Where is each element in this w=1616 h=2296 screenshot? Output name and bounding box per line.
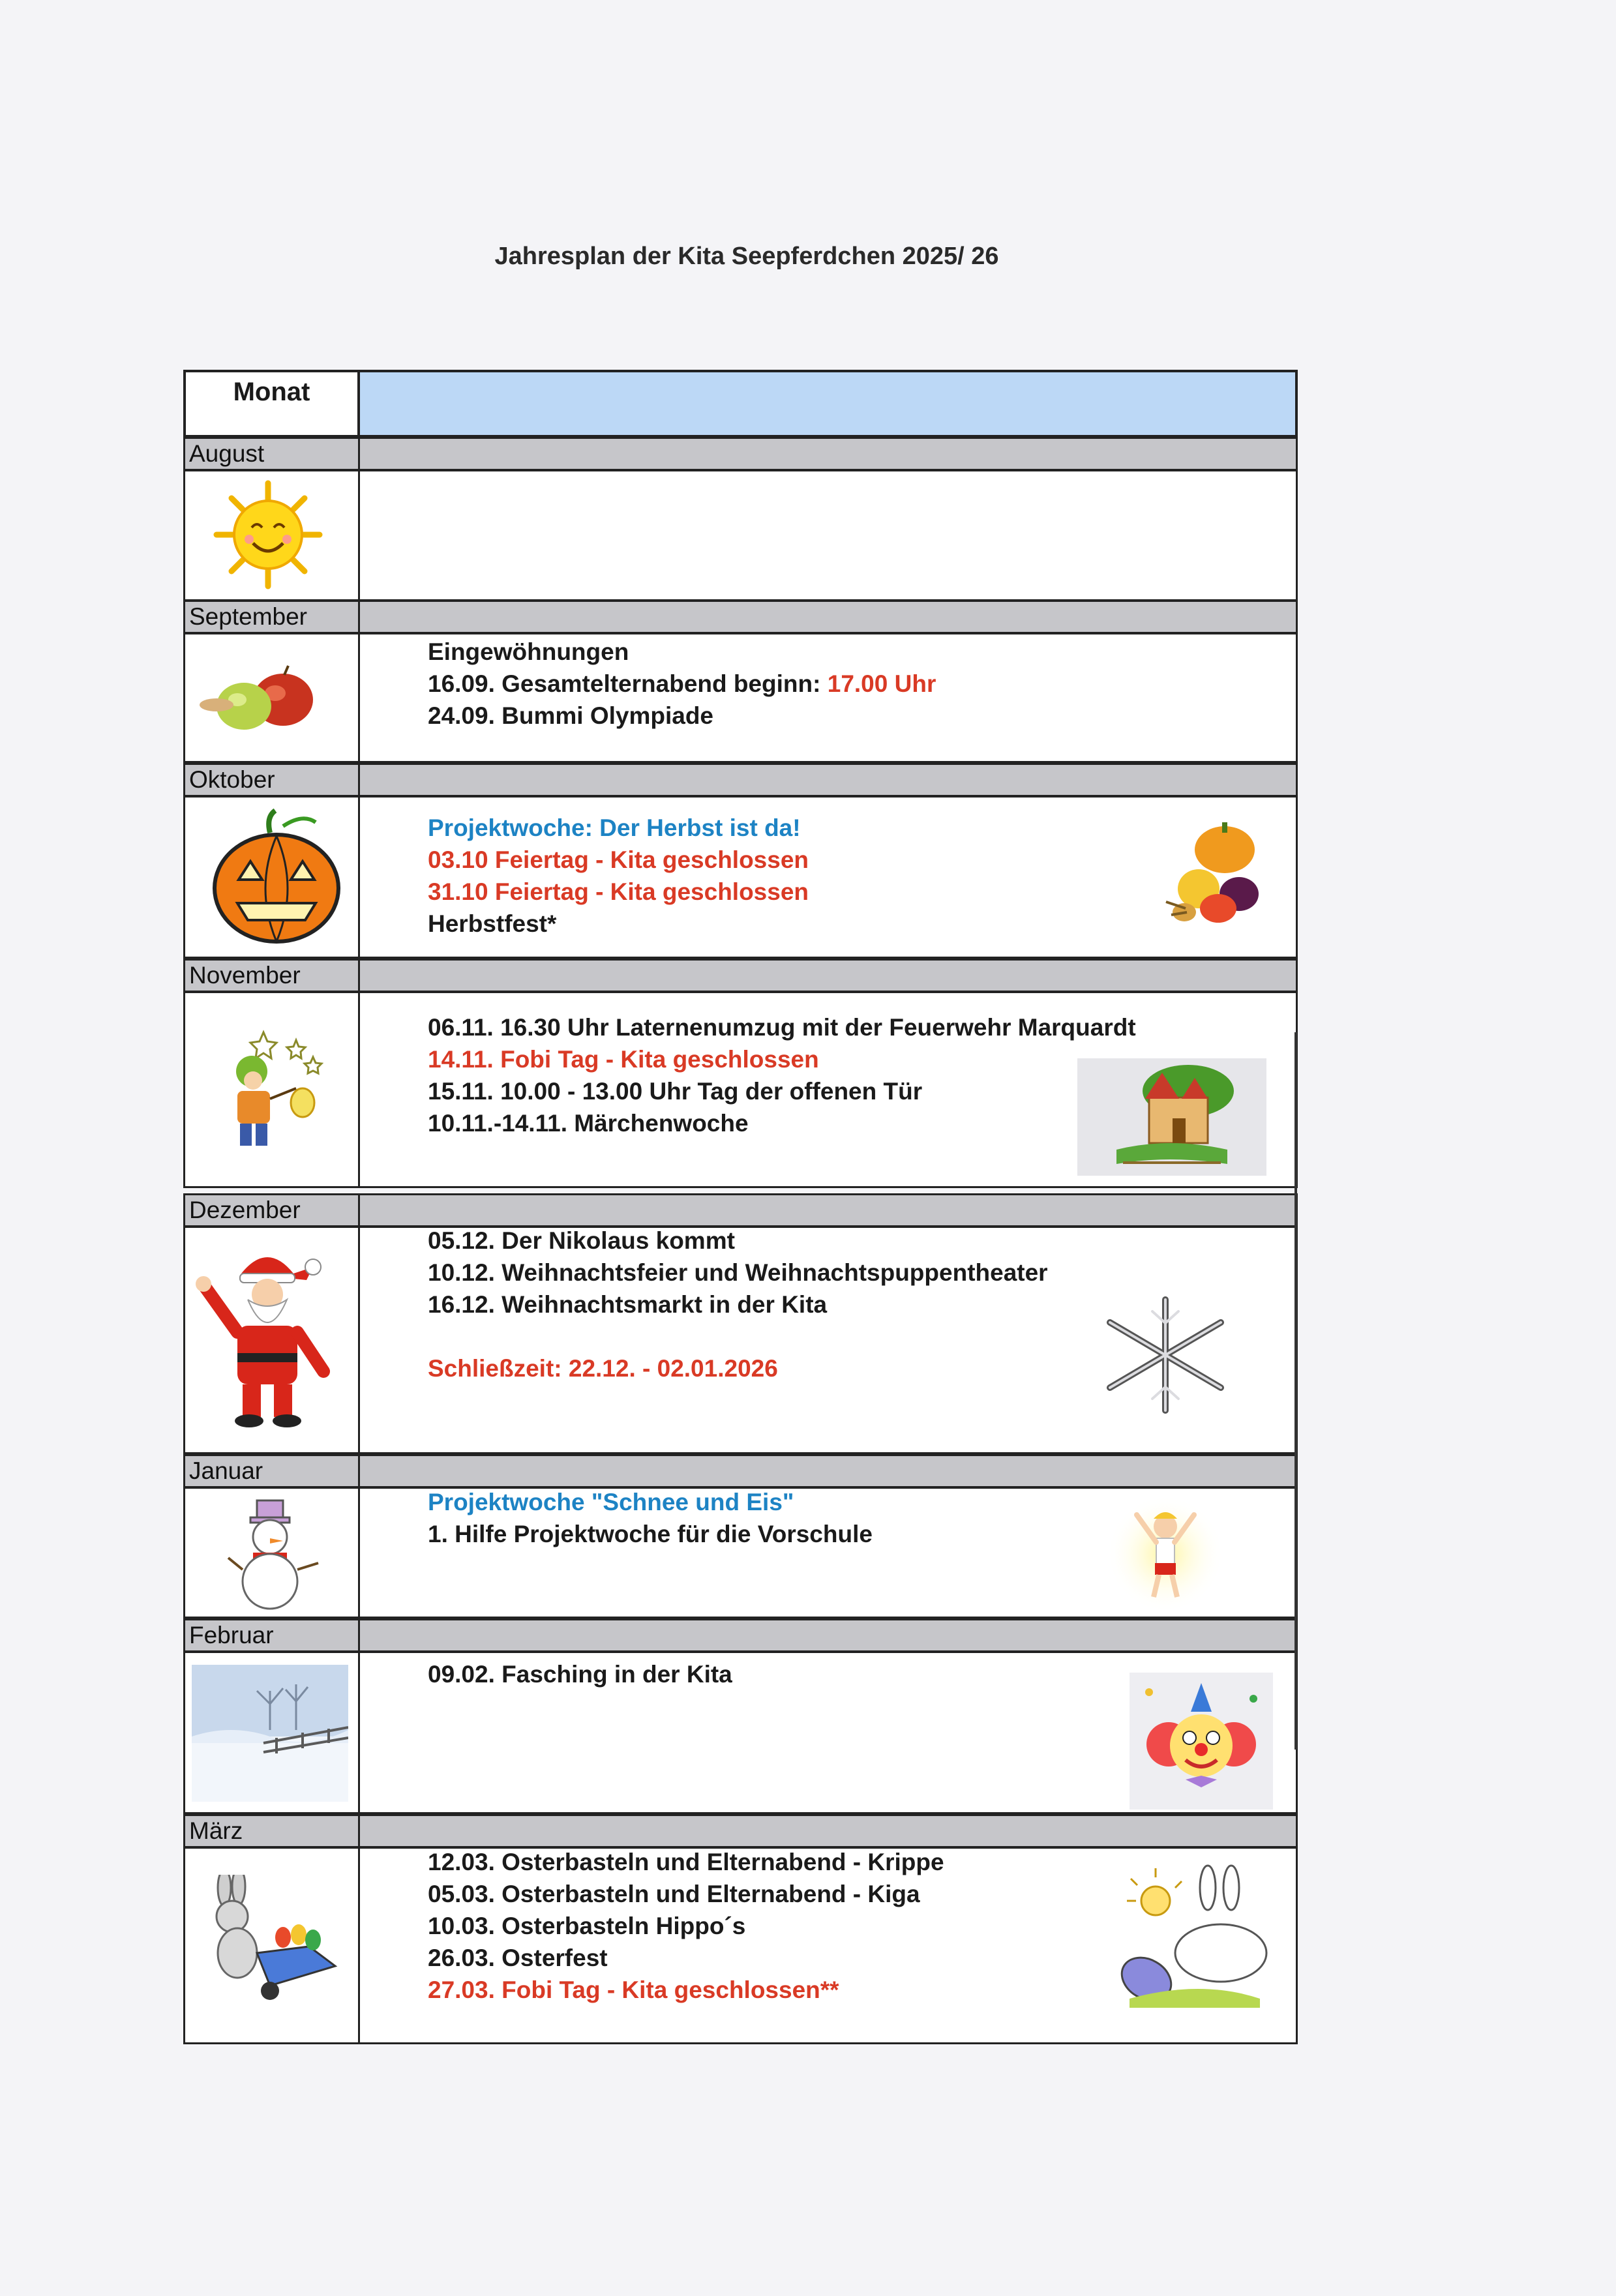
entry: 10.12. Weihnachtsfeier und Weihnachtspuppentheater	[428, 1259, 1048, 1286]
snowflake-icon	[1090, 1293, 1240, 1417]
header-content-cell	[357, 370, 1298, 438]
entry: Projektwoche: Der Herbst ist da!	[428, 814, 801, 841]
entry: 1. Hilfe Projektwoche für die Vorschule	[428, 1521, 873, 1547]
easter-bunny-egg-icon	[1110, 1862, 1279, 2025]
entry: Eingewöhnungen	[428, 638, 629, 665]
apples-icon	[198, 661, 329, 739]
month-bar-august	[358, 437, 1298, 471]
entry	[428, 1320, 1048, 1352]
entry: 05.12. Der Nikolaus kommt	[428, 1227, 735, 1254]
vertical-rule	[1294, 1032, 1297, 1750]
entry: Schließzeit: 22.12. - 02.01.2026	[428, 1355, 778, 1382]
entry: 27.03. Fobi Tag - Kita geschlossen**	[428, 1976, 839, 2003]
content-cell-maerz	[358, 1847, 1298, 2044]
image-cell-dezember	[183, 1226, 360, 1454]
image-cell-november	[183, 991, 360, 1188]
month-bar-februar	[358, 1618, 1298, 1652]
entry: 06.11. 16.30 Uhr Laternenumzug mit der Feuerwehr Marquardt	[428, 1014, 1136, 1041]
month-bar-maerz	[358, 1814, 1298, 1848]
entry: 15.11. 10.00 - 13.00 Uhr Tag der offenen Tür	[428, 1078, 923, 1105]
easter-bunny-wheelbarrow-icon	[198, 1875, 348, 2005]
month-bar-januar	[358, 1454, 1298, 1488]
month-label-september: September	[183, 600, 360, 634]
entry: 09.02. Fasching in der Kita	[428, 1661, 732, 1688]
header-month-cell	[183, 370, 360, 438]
entry: 03.10 Feiertag - Kita geschlossen	[428, 846, 809, 873]
entry: Projektwoche "Schnee und Eis"	[428, 1489, 794, 1515]
image-cell-februar	[183, 1651, 360, 1814]
entry: 16.09. Gesamtelternabend beginn: 17.00 Uhr	[428, 670, 936, 697]
entry: 26.03. Osterfest	[428, 1945, 608, 1971]
pumpkin-icon	[205, 807, 348, 950]
month-bar-oktober	[358, 763, 1298, 797]
entry: 24.09. Bummi Olympiade	[428, 702, 714, 729]
image-cell-januar	[183, 1487, 360, 1618]
month-label-maerz: März	[183, 1814, 360, 1848]
month-bar-november	[358, 959, 1298, 992]
clown-icon	[1130, 1673, 1273, 1810]
jumping-child-icon	[1094, 1495, 1237, 1613]
entries-januar	[428, 1486, 873, 1550]
entry: 12.03. Osterbasteln und Elternabend - Krippe	[428, 1849, 944, 1875]
lantern-child-icon	[211, 1026, 342, 1163]
month-label-november: November	[183, 959, 360, 992]
image-cell-september	[183, 633, 360, 763]
entry: 14.11. Fobi Tag - Kita geschlossen	[428, 1046, 819, 1073]
entry: 16.12. Weihnachtsmarkt in der Kita	[428, 1291, 828, 1318]
entry: 31.10 Feiertag - Kita geschlossen	[428, 878, 809, 905]
content-cell-januar	[358, 1487, 1298, 1618]
year-plan-table	[183, 370, 1298, 2044]
entries-september	[428, 636, 936, 732]
entries-februar	[428, 1658, 732, 1690]
snowman-icon	[224, 1498, 322, 1615]
content-cell-september	[358, 633, 1298, 763]
sun-icon	[213, 479, 323, 590]
content-cell-dezember	[358, 1226, 1298, 1454]
image-cell-maerz	[183, 1847, 360, 2044]
month-label-februar: Februar	[183, 1618, 360, 1652]
month-bar-september	[358, 600, 1298, 634]
entries-maerz	[428, 1846, 944, 2006]
winter-landscape-icon	[192, 1665, 348, 1802]
content-cell-oktober	[358, 796, 1298, 959]
entry: Herbstfest*	[428, 910, 557, 937]
month-label-oktober: Oktober	[183, 763, 360, 797]
santa-icon	[196, 1247, 352, 1437]
month-label-januar: Januar	[183, 1454, 360, 1488]
fairytale-castle-icon	[1077, 1058, 1266, 1176]
harvest-basket-icon	[1162, 817, 1279, 941]
entry: 05.03. Osterbasteln und Elternabend - Kiga	[428, 1881, 920, 1907]
page-title: Jahresplan der Kita Seepferdchen 2025/ 26	[494, 243, 999, 270]
month-label-dezember: Dezember	[183, 1193, 360, 1227]
content-cell-februar	[358, 1651, 1298, 1814]
entry: 10.11.-14.11. Märchenwoche	[428, 1110, 749, 1137]
image-cell-august	[183, 470, 360, 601]
header-month-label: Monat	[233, 378, 310, 406]
image-cell-oktober	[183, 796, 360, 959]
entries-oktober	[428, 812, 809, 940]
content-cell-november	[358, 991, 1298, 1188]
month-label-august: August	[183, 437, 360, 471]
content-cell-august	[358, 470, 1298, 601]
entries-dezember	[428, 1225, 1048, 1384]
entry: 10.03. Osterbasteln Hippo´s	[428, 1913, 746, 1939]
month-bar-dezember	[358, 1193, 1298, 1227]
entries-november	[428, 1011, 1136, 1139]
